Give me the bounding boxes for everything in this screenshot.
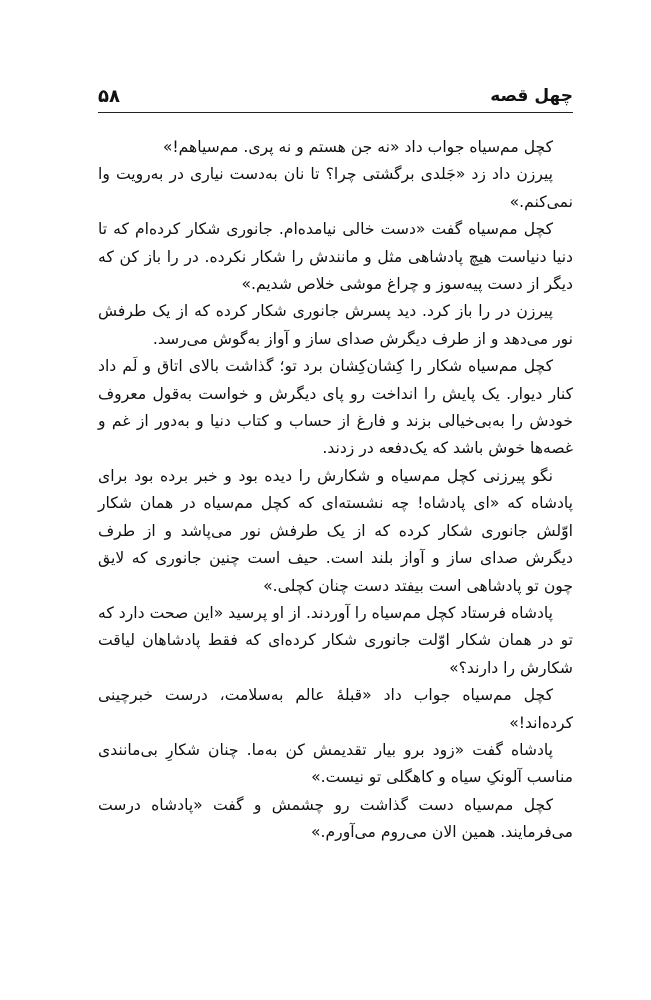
paragraph: نگو پیرزنی کچل مم‌سیاه و شکارش را دیده بود و خبر برده بود برای پادشاه که «ای پادشاه! چه نشسته‌ای که کچل مم‌سیاه در همان شکار اوّلش جانوری شکار کرده که از یک طرفش نور می‌پاشد و از طرف دیگرش صدای ساز و آواز بلند است. حیف است چنین جانوری که لایق چون تو پادشاهی است بیفتد دست چنان کچلی.» bbox=[98, 466, 573, 595]
paragraph: کچل مم‌سیاه دست گذاشت رو چشمش و گفت «پادشاه درست می‌فرمایند. همین الان می‌روم می‌آورم.» bbox=[98, 795, 573, 842]
page-header bbox=[98, 82, 573, 113]
paragraph: کچل مم‌سیاه جواب داد «قبلهٔ عالم به‌سلامت، درست خبرچینی کرده‌اند!» bbox=[98, 686, 573, 732]
paragraph: پادشاه فرستاد کچل مم‌سیاه را آوردند. از او پرسید «این صحت دارد که تو در همان شکار اوّلت جانوری شکار کرده‌ای که فقط پادشاهان لیاقت شکارش را دارند؟» bbox=[98, 603, 573, 677]
paragraph: کچل مم‌سیاه گفت «دست خالی نیامده‌ام. جانوری شکار کرده‌ام که تا دنیا دنیاست هیچ پادشاهی مثل و مانندش را شکار نکرده. در را باز کن که دیگر از دست پیه‌سوز و چراغ موشی خلاص شدیم.» bbox=[98, 220, 573, 294]
paragraph: کچل مم‌سیاه جواب داد «نه جن هستم و نه پری. مم‌سیاهم!» bbox=[162, 138, 553, 156]
running-header-title: چهل قصه bbox=[490, 86, 573, 106]
paragraph: پیرزن در را باز کرد. دید پسرش جانوری شکار کرده که از یک طرفش نور می‌دهد و از طرف دیگرش صدای ساز و آواز به‌گوش می‌رسد. bbox=[98, 302, 573, 348]
paragraph: کچل مم‌سیاه شکار را کِشان‌کِشان برد تو؛ گذاشت بالای اتاق و لَم داد کنار دیوار. یک پایش را انداخت رو پای دیگرش و خواست به‌قول معروف خودش را به‌بی‌خیالی بزند و فارغ از حساب و کتاب دنیا و به‌دور از غم و غصه‌ها خوش باشد که یک‌دفعه در زدند. bbox=[98, 357, 573, 458]
story-body bbox=[98, 134, 573, 847]
paragraph: پیرزن داد زد «جَلدی برگشتی چرا؟ تا نان به‌دست نیاری در به‌رویت وا نمی‌کنم.» bbox=[98, 165, 573, 211]
page-number: ۵۸ bbox=[98, 86, 120, 107]
paragraph: پادشاه گفت «زود برو بیار تقدیمش کن به‌ما. چنان شکارِ بی‌مانندی مناسب آلونکِ سیاه و کاهگلی تو نیست.» bbox=[98, 740, 573, 787]
